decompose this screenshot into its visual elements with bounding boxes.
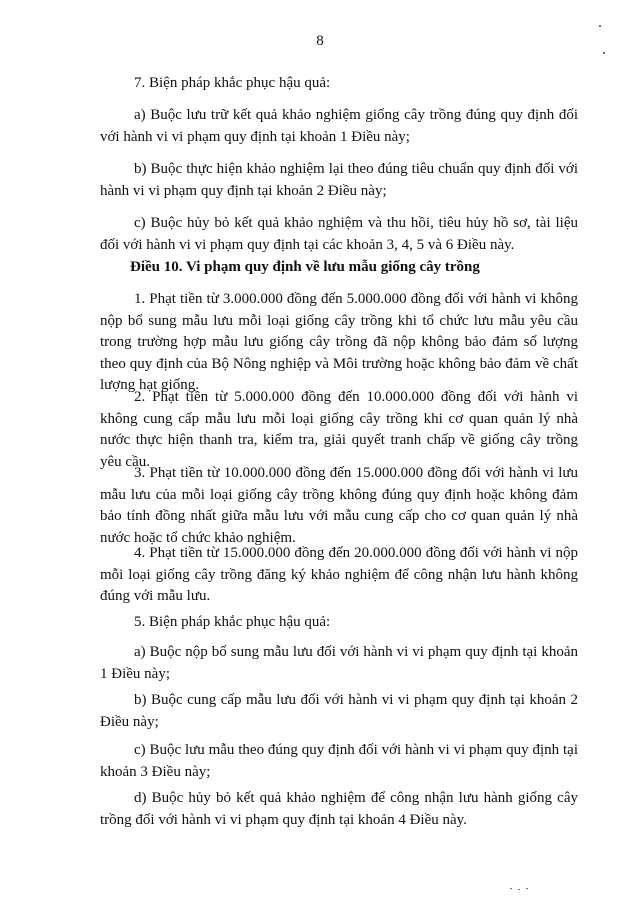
remedy-5d: d) Buộc hủy bỏ kết quả khảo nghiệm để công nhận lưu hành giống cây trồng đối với hành vi vi phạm quy định tại khoản 4 Điều này. xyxy=(100,790,578,828)
scan-speck xyxy=(599,25,601,27)
clause-1: 1. Phạt tiền từ 3.000.000 đồng đến 5.000.000 đồng đối với hành vi không nộp bổ sung mẫu lưu mỗi loại giống cây trồng khi tổ chức lưu mẫu yêu cầu trong trường hợp mẫu lưu giống cây trồng đã nộp không bảo đảm số lượng theo quy định của Bộ Nông nghiệp và Môi trường hoặc không bảo đảm về chất lượng hạt giống. xyxy=(100,291,578,393)
scan-speck xyxy=(603,52,605,54)
scan-speck xyxy=(518,889,520,890)
section-5-heading: 5. Biện pháp khắc phục hậu quả: xyxy=(134,614,331,630)
page-number: 8 xyxy=(316,33,324,49)
scan-speck xyxy=(526,888,528,889)
remedy-5a: a) Buộc nộp bổ sung mẫu lưu đối với hành vi vi phạm quy định tại khoản 1 Điều này; xyxy=(100,644,578,682)
clause-4: 4. Phạt tiền từ 15.000.000 đồng đến 20.000.000 đồng đối với hành vi nộp mỗi loại giống cây trồng đăng ký khảo nghiệm để công nhận lưu hành không đúng với mẫu lưu. xyxy=(100,545,578,604)
remedy-7a: a) Buộc lưu trữ kết quả khảo nghiệm giống cây trồng đúng quy định đối với hành vi vi phạm quy định tại khoản 1 Điều này; xyxy=(100,107,578,145)
remedy-5c: c) Buộc lưu mẫu theo đúng quy định đối với hành vi vi phạm quy định tại khoản 3 Điều này; xyxy=(100,742,578,780)
remedy-7b: b) Buộc thực hiện khảo nghiệm lại theo đúng tiêu chuẩn quy định đối với hành vi vi phạm quy định tại khoản 2 Điều này; xyxy=(100,161,578,199)
remedy-7c: c) Buộc hủy bỏ kết quả khảo nghiệm và thu hồi, tiêu hủy hồ sơ, tài liệu đối với hành vi vi phạm quy định tại các khoản 3, 4, 5 và 6 Điều này. xyxy=(100,215,578,253)
clause-3: 3. Phạt tiền từ 10.000.000 đồng đến 15.000.000 đồng đối với hành vi lưu mẫu lưu của mỗi loại giống cây trồng không đúng quy định hoặc không đảm bảo tính đồng nhất giữa mẫu lưu với mẫu cung cấp cho cơ quan quản lý nhà nước hoặc tổ chức khảo nghiệm. xyxy=(100,465,578,546)
article-10-title: Điều 10. Vi phạm quy định về lưu mẫu giống cây trồng xyxy=(130,259,480,275)
section-7-heading: 7. Biện pháp khắc phục hậu quả: xyxy=(134,75,331,91)
remedy-5b: b) Buộc cung cấp mẫu lưu đối với hành vi vi phạm quy định tại khoản 2 Điều này; xyxy=(100,692,578,730)
scan-speck xyxy=(510,888,512,889)
clause-2: 2. Phạt tiền từ 5.000.000 đồng đến 10.000.000 đồng đối với hành vi không cung cấp mẫu lưu mỗi loại giống cây trồng khi cơ quan quản lý nhà nước thực hiện thanh tra, kiểm tra, giải quyết tranh chấp về giống cây trồng yêu cầu. xyxy=(100,389,578,470)
